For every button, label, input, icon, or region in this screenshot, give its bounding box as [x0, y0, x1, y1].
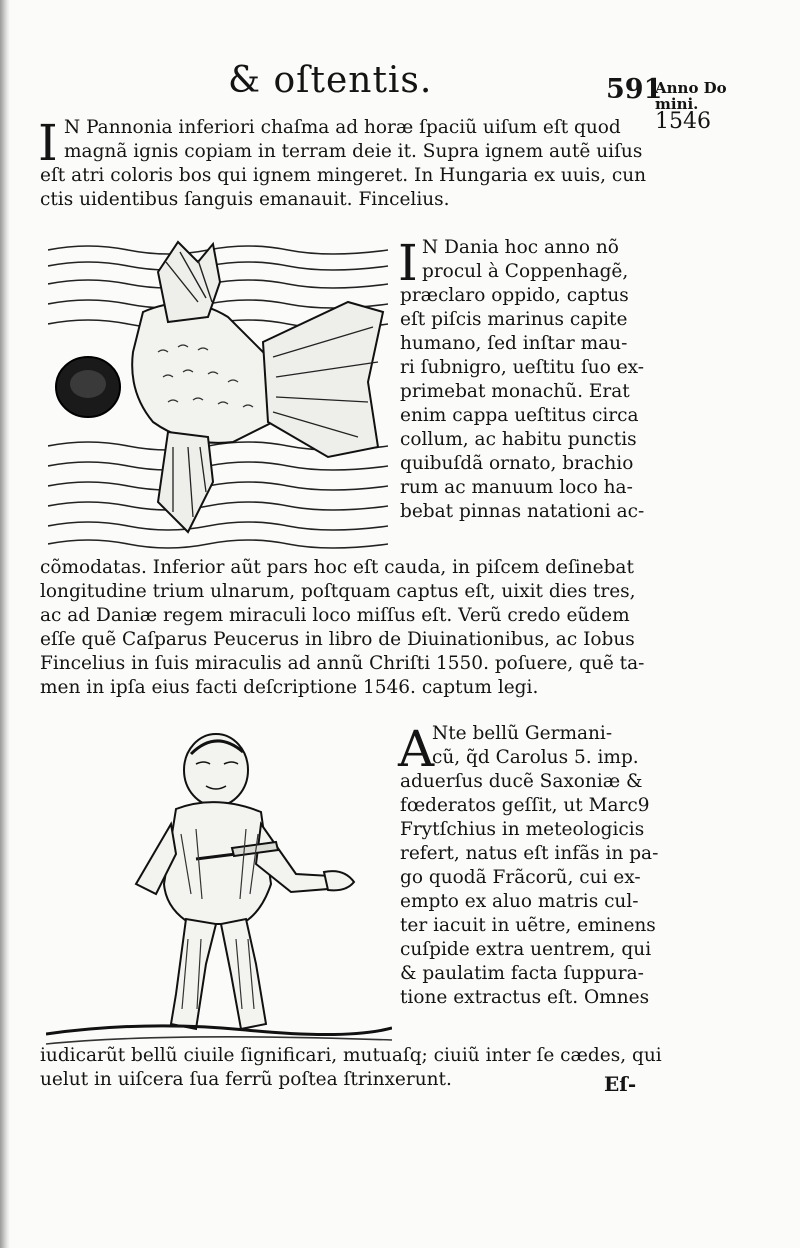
p3-side-line: cũ, q̃d Carolus 5. imp. — [432, 747, 639, 768]
paragraph-2-side — [400, 236, 644, 524]
dropcap-p2: I — [398, 234, 418, 292]
p2-side-line: collum, ac habitu punctis — [400, 429, 637, 450]
catchword: Eſ- — [604, 1072, 637, 1096]
p3-side-line: Nte bellũ Germani- — [432, 723, 613, 744]
paragraph-3-full — [40, 1044, 662, 1092]
p1-line: N Pannonia inferiori chaſma ad horæ ſpaciũ uiſum eſt quod — [64, 117, 621, 138]
p3-side-line: refert, natus eſt infãs in pa- — [400, 843, 659, 864]
ground-line — [46, 1026, 392, 1035]
p2-full-line: Fincelius in ſuis miraculis ad annũ Chriſti 1550. poſuere, quẽ ta- — [40, 653, 645, 674]
p2-side-line: præclaro oppido, captus — [400, 285, 629, 306]
p3-side-line: empto ex aluo matris cul- — [400, 891, 639, 912]
p2-full-line: men in ipſa eius facti deſcriptione 1546. captum legi. — [40, 677, 539, 698]
p2-full-line: cõmodatas. Inferior aũt pars hoc eſt cauda, in piſcem deſinebat — [40, 557, 634, 578]
p2-side-line: N Dania hoc anno nõ — [422, 237, 619, 258]
p2-side-line: enim cappa ueſtitus circa — [400, 405, 639, 426]
p2-side-line: rum ac manuum loco ha- — [400, 477, 633, 498]
dropcap-p1: I — [38, 114, 58, 172]
p2-side-line: ri ſubnigro, ueſtitu ſuo ex- — [400, 357, 645, 378]
paragraph-3-side — [400, 722, 658, 1010]
margin-note-line-1: Anno Do — [655, 79, 727, 97]
p3-side-line: go quodã Frãcorũ, cui ex- — [400, 867, 641, 888]
page-number: 591 — [606, 74, 663, 105]
margin-note — [655, 79, 765, 134]
child-figure — [136, 734, 354, 1029]
paragraph-2-full — [40, 556, 644, 700]
page-binding-shadow — [0, 0, 10, 1248]
p1-line: ctis uidentibus ſanguis emanauit. Fincelius. — [40, 189, 450, 210]
p2-full-line: longitudine trium ulnarum, poſtquam captus eſt, uixit dies tres, — [40, 581, 636, 602]
p3-side-line: fœderatos geſſit, ut Marc9 — [400, 795, 650, 816]
p3-side-line: & paulatim facta ſuppura- — [400, 963, 644, 984]
p3-side-line: ter iacuit in uẽtre, eminens — [400, 915, 656, 936]
sea-monk-figure — [56, 242, 383, 532]
p3-side-line: aduerſus ducẽ Saxoniæ & — [400, 771, 643, 792]
paragraph-1 — [40, 116, 646, 212]
dropcap-p3: A — [398, 720, 435, 778]
p1-line: magnã ignis copiam in terram deie it. Supra ignem autẽ uiſus — [64, 141, 643, 162]
p3-side-line: Frytſchius in meteologicis — [400, 819, 645, 840]
p3-full-line: uelut in uiſcera ſua ferrũ poſtea ſtrinxerunt. — [40, 1069, 452, 1090]
p2-side-line: quibuſdã ornato, brachio — [400, 453, 634, 474]
p2-side-line: primebat monachũ. Erat — [400, 381, 630, 402]
p3-full-line: iudicarũt bellũ ciuile ſignificari, mutuaſq; ciuiũ inter ſe cædes, qui — [40, 1045, 662, 1066]
p3-side-line: tione extractus eſt. Omnes — [400, 987, 650, 1008]
p2-full-line: ac ad Daniæ regem miraculi loco miſſus eſt. Verũ credo eũdem — [40, 605, 630, 626]
margin-note-year: 1546 — [655, 109, 711, 134]
margin-note-line-2: mini. — [655, 95, 699, 113]
sea-monk-woodcut — [48, 232, 388, 550]
p2-side-line: humano, ſed inſtar mau- — [400, 333, 628, 354]
p1-line: eſt atri coloris bos qui ignem mingeret. In Hungaria ex uuis, cun — [40, 165, 647, 186]
p3-side-line: cuſpide extra uentrem, qui — [400, 939, 652, 960]
p2-side-line: bebat pinnas natationi ac- — [400, 501, 645, 522]
child-with-knife-woodcut — [46, 724, 392, 1054]
p2-full-line: eſſe quẽ Caſparus Peucerus in libro de Diuinationibus, ac Iobus — [40, 629, 635, 650]
p2-side-line: eſt piſcis marinus capite — [400, 309, 628, 330]
p2-side-line: procul à Coppenhagẽ, — [422, 261, 629, 282]
running-head-title: & oſtentis. — [228, 60, 433, 101]
